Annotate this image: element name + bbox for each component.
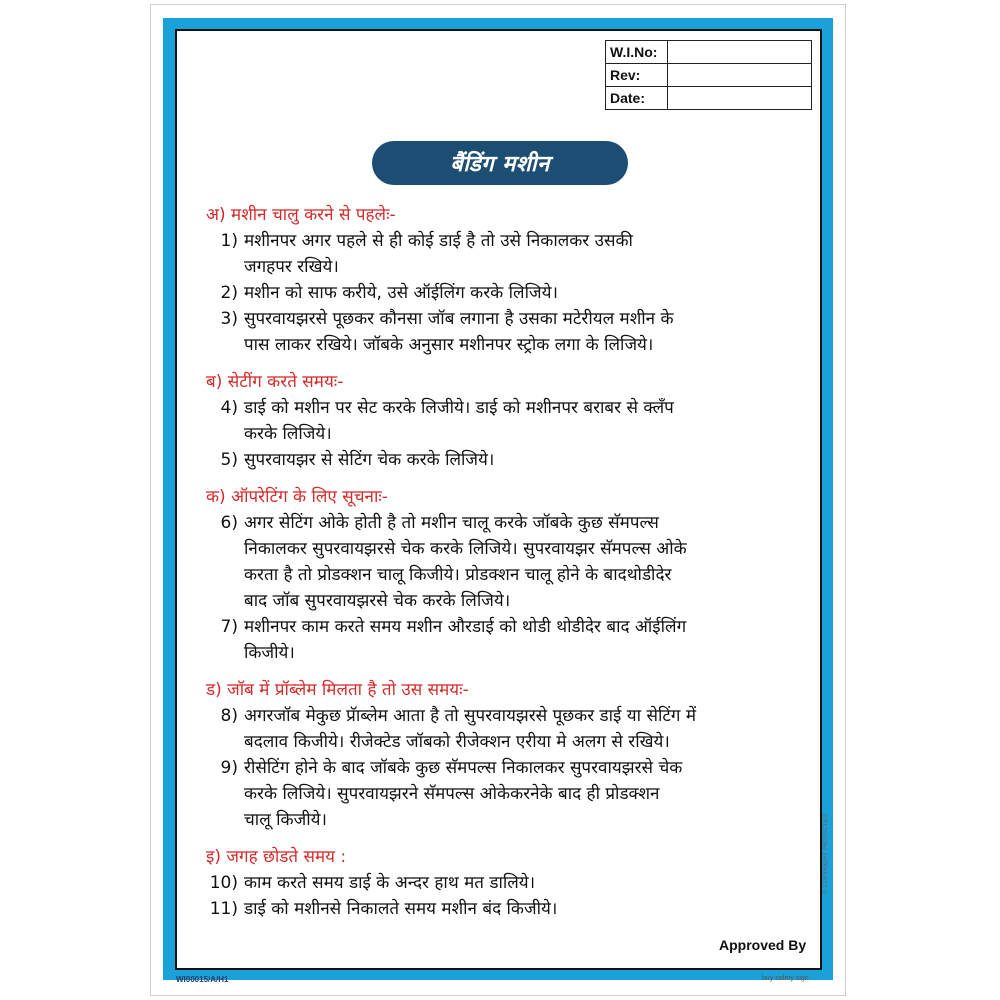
- document-code: WI00015/A/H1: [176, 975, 229, 984]
- item-text: [244, 510, 811, 614]
- instruction-item: [196, 755, 811, 833]
- item-number: 6): [220, 513, 238, 533]
- item-number: 1): [220, 231, 238, 251]
- item-line: बाद जॉब सुपरवायझरसे चेक करके लिजिये।: [244, 591, 511, 611]
- item-line: अगर सेटिंग ओके होती है तो मशीन चालू करके जॉबके कुछ सॅमपल्स: [244, 513, 659, 533]
- item-line: डाई को मशीन पर सेट करके लिजीये। डाई को मशीनपर बराबर से क्लॅंप: [244, 398, 674, 418]
- item-line: करके लिजिये। सुपरवायझरने सॅमपल्स ओकेकरनेके बाद ही प्रोडक्शन: [244, 784, 660, 804]
- instruction-item: [196, 870, 811, 896]
- item-line: निकालकर सुपरवायझरसे चेक करके लिजिये। सुपरवायझर सॅमपल्स ओके: [244, 539, 687, 559]
- item-text: [244, 306, 811, 358]
- date-value: [668, 87, 812, 110]
- section-heading: इ) जगह छोडते समय :: [206, 847, 347, 867]
- item-line: मशीनपर अगर पहले से ही कोई डाई है तो उसे निकालकर उसकी: [244, 231, 633, 251]
- item-line: मशीन को साफ करीये, उसे ऑईलिंग करके लिजिये।: [244, 283, 558, 303]
- item-text: [244, 614, 811, 666]
- section-heading: ब) सेटींग करते समयः-: [206, 372, 344, 392]
- item-number: 9): [220, 758, 238, 778]
- instruction-item: [196, 896, 811, 922]
- section-heading: क) ऑपरेटिंग के लिए सूचनाः-: [206, 487, 388, 507]
- page-title: बैंडिंग मशीन: [372, 141, 628, 185]
- item-number: 8): [220, 706, 238, 726]
- wi-no-value: [668, 41, 812, 64]
- item-number: 7): [220, 617, 238, 637]
- rev-label: Rev:: [606, 64, 668, 87]
- section-gap: [196, 833, 811, 845]
- item-line: करके लिजिये।: [244, 424, 332, 444]
- instruction-item: [196, 306, 811, 358]
- item-line: अगरजॉब मेकुछ प्रॅाब्लेम आता है तो सुपरवायझरसे पूछकर डाई या सेटिंग में: [244, 706, 697, 726]
- approved-by-label: Approved By: [719, 937, 807, 953]
- item-text: [244, 280, 811, 306]
- item-number: 4): [220, 398, 238, 418]
- wi-no-row: [606, 41, 812, 64]
- instruction-item: [196, 395, 811, 447]
- section-heading: ड) जॉब में प्रॉब्लेम मिलता है तो उस समयः-: [206, 680, 469, 700]
- item-number: 11): [209, 899, 238, 919]
- item-line: जगहपर रखिये।: [244, 257, 339, 277]
- item-text: [244, 447, 811, 473]
- item-text: [244, 703, 811, 755]
- rev-value: [668, 64, 812, 87]
- wi-no-label: W.I.No:: [606, 41, 668, 64]
- instruction-item: [196, 447, 811, 473]
- item-line: रीसेटिंग होने के बाद जॉबके कुछ सॅमपल्स निकालकर सुपरवायझरसे चेक: [244, 758, 683, 778]
- item-line: पास लाकर रखिये। जॉबके अनुसार मशीनपर स्ट्रोक लगा के लिजिये।: [244, 335, 654, 355]
- item-number: 3): [220, 309, 238, 329]
- instruction-list: [196, 203, 811, 922]
- item-text: [244, 228, 811, 280]
- item-line: चालू किजीये।: [244, 810, 327, 830]
- item-number: 10): [209, 873, 238, 893]
- item-text: [244, 395, 811, 447]
- item-text: [244, 870, 811, 896]
- item-text: [244, 896, 811, 922]
- date-label: Date:: [606, 87, 668, 110]
- instruction-item: [196, 228, 811, 280]
- brand-mark: buy safety sign: [762, 975, 809, 982]
- section-heading: अ) मशीन चालु करने से पहलेः-: [206, 205, 396, 225]
- item-line: सुपरवायझर से सेटिंग चेक करके लिजिये।: [244, 450, 495, 470]
- section-gap: [196, 358, 811, 370]
- instruction-item: [196, 510, 811, 614]
- item-number: 2): [220, 283, 238, 303]
- item-line: किजीये।: [244, 643, 295, 663]
- section-gap: [196, 666, 811, 678]
- item-line: करता है तो प्रोडक्शन चालू किजीये। प्रोडक्शन चालू होने के बादथोडीदेर: [244, 565, 672, 585]
- instruction-item: [196, 280, 811, 306]
- item-line: डाई को मशीनसे निकालते समय मशीन बंद किजीये।: [244, 899, 558, 919]
- instruction-item: [196, 703, 811, 755]
- section-gap: [196, 473, 811, 485]
- item-line: काम करते समय डाई के अन्दर हाथ मत डालिये।: [244, 873, 536, 893]
- work-instruction-table: [605, 40, 812, 110]
- date-row: [606, 87, 812, 110]
- copyright-note: © COPYRIGHT PROTECTED: [822, 814, 829, 895]
- item-line: सुपरवायझरसे पूछकर कौनसा जॉब लगाना है उसका मटेरीयल मशीन के: [244, 309, 674, 329]
- item-text: [244, 755, 811, 833]
- item-number: 5): [220, 450, 238, 470]
- instruction-item: [196, 614, 811, 666]
- item-line: बदलाव किजीये। रीजेक्टेड जॉबको रीजेक्शन एरीया मे अलग से रखिये।: [244, 732, 670, 752]
- item-line: मशीनपर काम करते समय मशीन औरडाई को थोडी थोडीदेर बाद ऑईलिंग: [244, 617, 687, 637]
- rev-row: [606, 64, 812, 87]
